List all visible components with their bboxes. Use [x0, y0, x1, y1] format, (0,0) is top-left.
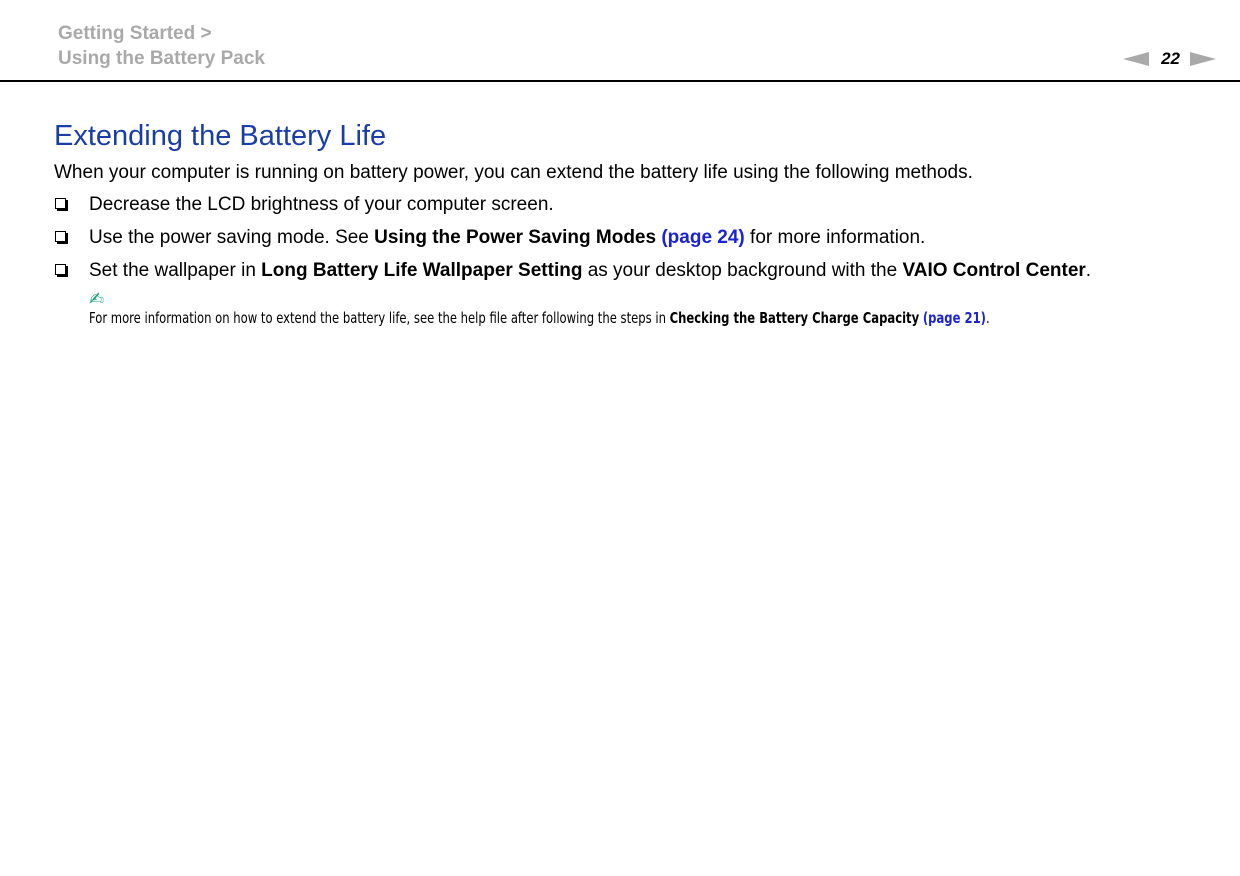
list-item-text: Set the wallpaper in	[89, 260, 262, 281]
breadcrumb-section[interactable]: Using the Battery Pack	[58, 48, 265, 69]
topic-reference: Checking the Battery Charge Capacity	[669, 309, 920, 327]
checkbox-bullet-icon	[55, 198, 66, 209]
list-item-text: for more information.	[744, 227, 926, 248]
page-navigation	[1123, 48, 1216, 70]
section-intro: When your computer is running on battery power, you can extend the battery life using the following methods.	[54, 162, 973, 183]
next-page-arrow-icon[interactable]	[1190, 52, 1216, 66]
page-header	[0, 0, 1240, 82]
list-item: Set the wallpaper in Long Battery Life Wallpaper Setting as your desktop background with the VAIO Control Center.	[54, 259, 1224, 283]
breadcrumb	[58, 21, 265, 71]
page-24-link[interactable]: (page 24)	[661, 227, 745, 248]
note-text: For more information on how to extend the battery life, see the help file after following the steps in Checking the Battery Charge Capacity (page 21).	[89, 309, 990, 327]
list-item-text: as your desktop background with the	[582, 260, 903, 281]
checkbox-bullet-icon	[55, 231, 66, 242]
page-number: 22	[1161, 49, 1180, 68]
checkbox-bullet-icon	[55, 264, 66, 275]
note-pen-icon: ✍	[89, 289, 105, 309]
list-item-text: Decrease the LCD brightness of your computer screen.	[89, 194, 554, 215]
list-item	[54, 226, 1224, 250]
note-block	[89, 290, 1224, 328]
app-name: VAIO Control Center	[902, 260, 1086, 281]
section-title: Extending the Battery Life	[54, 120, 387, 152]
main-content	[54, 118, 1224, 328]
header-divider	[0, 80, 1240, 82]
topic-reference: Using the Power Saving Modes	[374, 227, 657, 248]
list-item	[54, 193, 1224, 217]
page-21-link[interactable]: (page 21)	[922, 309, 986, 327]
setting-name: Long Battery Life Wallpaper Setting	[261, 260, 583, 281]
previous-page-arrow-icon[interactable]	[1123, 52, 1149, 66]
list-item-text: Use the power saving mode. See	[89, 227, 375, 248]
methods-list	[54, 193, 1224, 283]
breadcrumb-chapter[interactable]: Getting Started >	[58, 23, 212, 44]
